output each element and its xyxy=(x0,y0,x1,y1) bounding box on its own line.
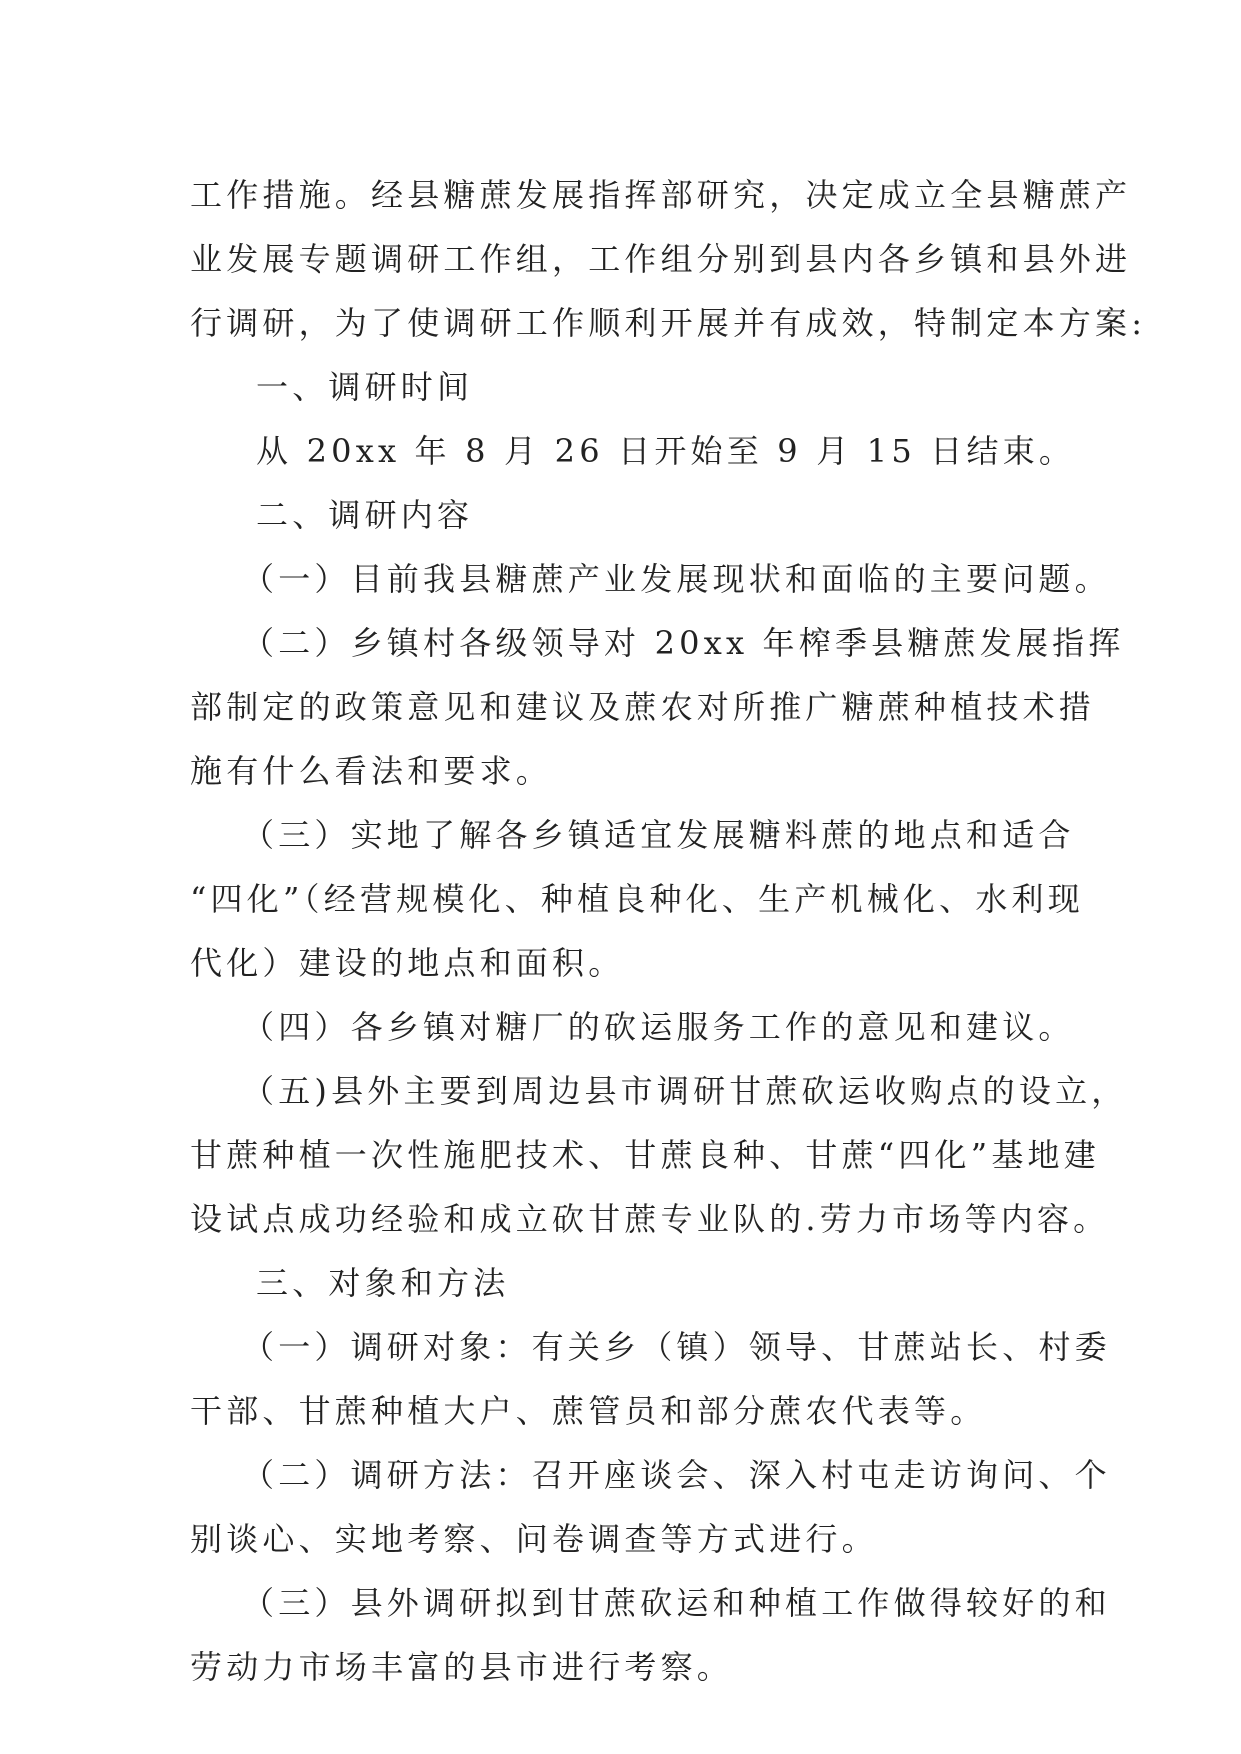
paragraph-line: 行调研，为了使调研工作顺利开展并有成效，特制定本方案: xyxy=(190,304,1147,342)
paragraph-line: 甘蔗种植一次性施肥技术、甘蔗良种、甘蔗“四化”基地建 xyxy=(190,1136,1100,1174)
paragraph-line: 业发展专题调研工作组，工作组分别到县内各乡镇和县外进 xyxy=(190,240,1132,278)
paragraph-line: “四化”（经营规模化、种植良种化、生产机械化、水利现 xyxy=(190,880,1084,918)
paragraph-line: 干部、甘蔗种植大户、蔗管员和部分蔗农代表等。 xyxy=(190,1392,987,1430)
paragraph-line: 别谈心、实地考察、问卷调查等方式进行。 xyxy=(190,1520,878,1558)
paragraph-line: （一）目前我县糖蔗产业发展现状和面临的主要问题。 xyxy=(242,560,1111,598)
paragraph-line: （二）乡镇村各级领导对 20xx 年榨季县糖蔗发展指挥 xyxy=(242,624,1125,662)
paragraph-line: 劳动力市场丰富的县市进行考察。 xyxy=(190,1648,734,1686)
section-heading-time: 一、调研时间 xyxy=(256,368,474,406)
paragraph-line: （四）各乡镇对糖厂的砍运服务工作的意见和建议。 xyxy=(242,1008,1075,1046)
paragraph-line: 施有什么看法和要求。 xyxy=(190,752,553,790)
paragraph-line: 从 20xx 年 8 月 26 日开始至 9 月 15 日结束。 xyxy=(256,432,1076,470)
paragraph-line: 设试点成功经验和成立砍甘蔗专业队的.劳力市场等内容。 xyxy=(190,1200,1110,1238)
paragraph-line: （一）调研对象：有关乡（镇）领导、甘蔗站长、村委 xyxy=(242,1328,1111,1366)
section-heading-objects-methods: 三、对象和方法 xyxy=(256,1264,510,1302)
paragraph-line: （三）实地了解各乡镇适宜发展糖料蔗的地点和适合 xyxy=(242,816,1075,854)
section-heading-content: 二、调研内容 xyxy=(256,496,474,534)
document-body xyxy=(190,163,1147,1699)
paragraph-line: 代化）建设的地点和面积。 xyxy=(190,944,625,982)
paragraph-line: 部制定的政策意见和建议及蔗农对所推广糖蔗种植技术措 xyxy=(190,688,1096,726)
paragraph-line: （三）县外调研拟到甘蔗砍运和种植工作做得较好的和 xyxy=(242,1584,1111,1622)
paragraph-line: 工作措施。经县糖蔗发展指挥部研究，决定成立全县糖蔗产 xyxy=(190,176,1132,214)
paragraph-line: （二）调研方法：召开座谈会、深入村屯走访询问、个 xyxy=(242,1456,1111,1494)
paragraph-line: （五)县外主要到周边县市调研甘蔗砍运收购点的设立， xyxy=(242,1072,1128,1110)
